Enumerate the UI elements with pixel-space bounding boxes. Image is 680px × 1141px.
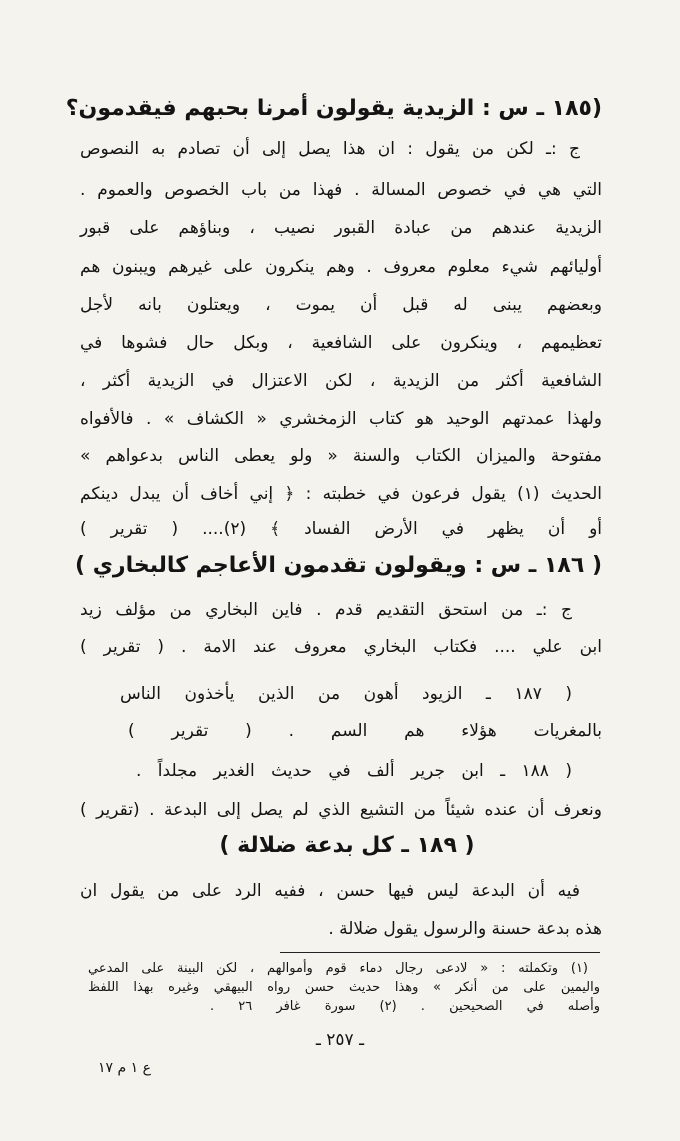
body-line: أو أن يظهر في الأرض الفساد ﴾ (٢).... ( تقرير ) <box>80 519 602 539</box>
body-line: ( ١٨٧ ـ الزيود أهون من الذين يأخذون الناس <box>120 684 572 704</box>
body-line: أوليائهم شيء معلوم معروف . وهم ينكرون على غيرهم ويبنون هم <box>80 257 602 277</box>
body-line: فيه أن البدعة ليس فيها حسن ، ففيه الرد على من يقول ان <box>80 881 580 901</box>
body-line: ونعرف أن عنده شيئاً من التشيع الذي لم يصل إلى البدعة . (تقرير ) <box>80 800 602 820</box>
body-line: تعظيمهم ، وينكرون على الشافعية ، وبكل حال فشوها في <box>80 333 602 353</box>
footnote-line: وأصله في الصحيحين . (٢) سورة غافر ٢٦ . <box>210 999 601 1014</box>
body-line: التي هي في خصوص المسالة . فهذا من باب الخصوص والعموم . <box>80 180 602 200</box>
heading-question-186: ( ١٨٦ ـ س : ويقولون تقدمون الأعاجم كالبخاري ) <box>75 553 602 578</box>
body-line: ابن علي .... فكتاب البخاري معروف عند الامة . ( تقرير ) <box>80 637 602 657</box>
page-number: ـ ٢٥٧ ـ <box>315 1030 365 1050</box>
body-line: الحديث (١) يقول فرعون في خطبته : ﴿ إني أخاف أن يبدل دينكم <box>80 484 602 504</box>
body-line: الزيدية عندهم من عبادة القبور نصيب ، وبناؤهم على قبور <box>80 218 602 238</box>
body-line: مفتوحة والميزان الكتاب والسنة « ولو يعطى الناس بدعواهم » <box>80 446 602 466</box>
body-line: هذه بدعة حسنة والرسول يقول ضلالة . <box>328 919 602 939</box>
body-line: الشافعية أكثر من الزيدية ، لكن الاعتزال في الزيدية أكثر ، <box>80 371 602 391</box>
body-line: ج :ـ لكن من يقول : ان هذا يصل إلى أن تصادم به النصوص <box>80 139 580 159</box>
heading-question-185: (١٨٥ ـ س : الزيدية يقولون أمرنا بحبهم فيقدمون؟ <box>65 96 602 121</box>
footnote-line: واليمين على من أنكر » وهذا حديث حسن رواه البيهقي وغيره بهذا اللفظ <box>88 980 600 995</box>
footnote-separator <box>280 952 600 953</box>
printer-signature: ع ١ م ١٧ <box>98 1060 151 1076</box>
body-line: ولهذا عمدتهم الوحيد هو كتاب الزمخشري « الكشاف » . فالأفواه <box>80 409 602 429</box>
body-line: ( ١٨٨ ـ ابن جرير ألف في حديث الغدير مجلداً . <box>136 761 572 781</box>
footnote-line: (١) وتكملته : « لادعى رجال دماء قوم وأموالهم ، لكن البينة على المدعي <box>88 961 588 976</box>
body-line: بالمغريات هؤلاء هم السم . ( تقرير ) <box>128 721 602 741</box>
body-line: ج :ـ من استحق التقديم قدم . فاين البخاري من مؤلف زيد <box>80 600 572 620</box>
body-line: وبعضهم يبنى له قبل أن يموت ، ويعتلون بانه لأجل <box>80 295 602 315</box>
heading-question-189: ( ١٨٩ ـ كل بدعة ضلالة ) <box>219 833 475 858</box>
